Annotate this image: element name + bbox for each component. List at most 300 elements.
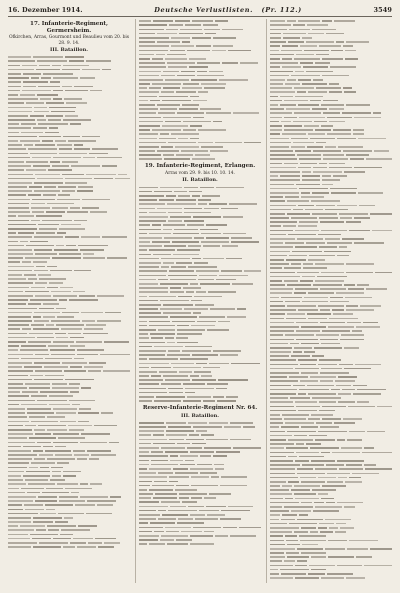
line-mark [294,112,321,114]
line-mark [182,350,210,352]
line-mark [56,245,64,247]
line-mark [191,476,210,478]
line-mark [201,434,214,436]
line-mark [223,527,237,529]
line-mark [295,150,310,152]
line-mark [300,477,317,479]
line-mark [168,388,182,390]
line-mark [270,301,283,303]
line-mark [190,375,199,377]
line-mark [68,140,96,142]
line-mark [139,333,148,335]
line-mark [270,242,283,244]
line-mark [8,328,20,330]
list-line [139,157,261,161]
line-mark [170,460,183,462]
line-mark [188,266,217,268]
line-mark [22,65,37,67]
line-mark [59,153,87,155]
line-mark [160,108,177,110]
line-mark [157,104,180,106]
line-mark [270,75,289,77]
line-mark [168,275,197,277]
line-mark [70,366,82,368]
line-mark [63,119,91,121]
line-mark [205,33,216,35]
line-mark [289,376,307,378]
line-mark [167,342,176,344]
line-mark [24,504,43,506]
line-mark [82,320,95,322]
section-heading: II. Bataillon. [182,177,218,184]
line-mark [64,370,87,372]
line-mark [61,328,82,330]
line-mark [197,464,213,466]
line-mark [290,343,299,345]
line-mark [171,45,194,47]
line-mark [65,90,88,92]
line-mark [163,117,190,119]
line-mark [28,483,55,485]
line-mark [8,517,31,519]
line-mark [32,199,54,201]
line-mark [8,354,33,356]
line-mark [188,245,201,247]
line-mark [180,464,195,466]
line-mark [30,115,44,117]
line-mark [32,538,51,540]
line-mark [195,518,218,520]
line-mark [314,502,324,504]
line-mark [63,546,75,548]
line-mark [157,208,183,210]
line-mark [8,437,27,439]
line-mark [139,258,159,260]
line-mark [326,464,344,466]
line-mark [206,224,227,226]
line-mark [31,207,50,209]
line-mark [139,514,160,516]
line-mark [185,24,201,26]
line-mark [73,538,93,540]
line-mark [27,408,51,410]
line-mark [167,62,194,64]
line-mark [81,433,109,435]
line-mark [320,221,343,223]
line-mark [315,263,344,265]
line-mark [139,125,160,127]
line-mark [157,33,177,35]
line-mark [168,426,191,428]
line-mark [360,305,381,307]
line-mark [318,527,328,529]
list-line [139,542,261,546]
line-mark [31,220,40,222]
line-mark [67,211,89,213]
line-mark [49,127,57,129]
line-mark [176,539,192,541]
line-mark [186,291,194,293]
line-mark [356,326,380,328]
line-mark [164,237,191,239]
line-mark [282,58,292,60]
line-mark [213,350,241,352]
line-mark [299,188,328,190]
line-mark [288,41,304,43]
line-mark [173,254,199,256]
line-mark [50,479,64,481]
line-mark [171,363,194,365]
line-mark [322,330,350,332]
line-mark [176,485,189,487]
line-mark [327,481,344,483]
line-mark [166,434,188,436]
line-mark [178,518,193,520]
line-mark [270,225,281,227]
line-mark [321,125,333,127]
line-mark [302,37,312,39]
line-mark [270,297,279,299]
line-mark [190,535,213,537]
line-mark [151,460,168,462]
line-mark [270,548,295,550]
line-mark [193,100,207,102]
line-mark [220,518,241,520]
line-mark [8,391,20,393]
line-mark [284,125,303,127]
line-mark [302,179,320,181]
line-mark [270,171,300,173]
line-mark [316,205,335,207]
line-mark [139,392,167,394]
line-mark [139,379,163,381]
line-mark [62,161,78,163]
line-mark [74,270,91,272]
line-mark [359,205,375,207]
line-mark [156,396,185,398]
line-mark [301,192,310,194]
line-mark [196,45,211,47]
line-mark [78,245,108,247]
line-mark [139,510,156,512]
line-mark [38,224,59,226]
line-mark [8,270,32,272]
line-mark [8,123,19,125]
line-mark [316,87,341,89]
line-mark [343,87,352,89]
line-mark [23,81,47,83]
line-mark [45,375,64,377]
line-mark [340,217,352,219]
line-mark [160,133,169,135]
line-mark [327,117,352,119]
line-mark [270,37,281,39]
line-mark [366,288,387,290]
line-mark [295,368,319,370]
line-mark [175,20,190,22]
line-mark [8,215,16,217]
line-mark [153,434,163,436]
line-mark [139,254,151,256]
line-mark [28,148,56,150]
line-mark [150,100,160,102]
line-mark [337,205,358,207]
line-mark [139,279,156,281]
line-mark [312,489,336,491]
line-mark [46,509,56,511]
line-mark [198,129,226,131]
line-mark [139,472,156,474]
line-mark [23,73,40,75]
line-mark [176,199,196,201]
line-mark [139,316,168,318]
line-mark [139,220,166,222]
line-mark [60,421,77,423]
line-mark [270,393,296,395]
line-mark [354,217,370,219]
line-mark [318,431,347,433]
line-mark [325,209,348,211]
line-mark [177,443,190,445]
line-mark [66,102,87,104]
line-mark [270,506,282,508]
line-mark [158,279,168,281]
line-mark [270,309,296,311]
line-mark [216,279,236,281]
line-mark [215,20,227,22]
line-mark [161,258,189,260]
line-mark [353,129,364,131]
line-mark [294,493,316,495]
line-mark [151,451,162,453]
line-mark [370,548,392,550]
line-mark [321,498,334,500]
line-mark [331,50,343,52]
line-mark [152,241,169,243]
line-mark [270,133,280,135]
line-mark [139,275,166,277]
line-mark [139,497,151,499]
line-mark [139,291,168,293]
line-mark [68,425,91,427]
line-mark [158,112,175,114]
line-mark [139,383,159,385]
line-mark [270,401,293,403]
line-mark [301,481,325,483]
line-mark [270,142,291,144]
line-mark [94,425,117,427]
line-mark [298,309,319,311]
line-mark [8,366,22,368]
line-mark [316,54,330,56]
line-mark [338,477,347,479]
line-mark [43,194,56,196]
line-mark [303,66,328,68]
line-mark [270,83,283,85]
line-mark [29,467,38,469]
line-mark [192,443,205,445]
header-issue: (Pr. 112.) [261,6,302,14]
line-mark [270,313,285,315]
line-mark [346,272,374,274]
line-mark [338,376,357,378]
line-mark [270,117,282,119]
line-mark [139,455,168,457]
line-mark [221,208,238,210]
line-mark [303,263,314,265]
line-mark [294,87,314,89]
line-mark [172,321,195,323]
line-mark [270,359,296,361]
line-mark [293,351,302,353]
line-mark [8,207,29,209]
line-mark [8,127,31,129]
line-mark [139,283,158,285]
line-mark [208,291,236,293]
line-mark [270,531,292,533]
line-mark [22,328,30,330]
line-mark [8,291,23,293]
line-mark [179,371,192,373]
line-mark [159,199,174,201]
line-mark [74,86,93,88]
line-mark [39,228,58,230]
line-mark [349,540,378,542]
line-mark [309,565,335,567]
line-mark [163,71,179,73]
line-mark [346,104,369,106]
line-mark [327,133,351,135]
line-mark [59,500,84,502]
line-mark [79,408,91,410]
line-mark [21,358,43,360]
line-mark [287,556,309,558]
line-mark [291,217,317,219]
line-mark [52,65,60,67]
line-mark [320,309,330,311]
line-mark [53,408,77,410]
line-mark [97,320,121,322]
line-mark [45,358,72,360]
line-mark [270,569,278,571]
line-mark [139,199,157,201]
line-mark [51,320,80,322]
line-mark [8,412,25,414]
line-mark [103,370,130,372]
line-mark [160,187,182,189]
line-mark [139,346,152,348]
line-mark [298,205,314,207]
line-mark [40,391,69,393]
line-mark [295,288,318,290]
line-mark [56,308,65,310]
line-mark [8,446,21,448]
line-mark [82,69,99,71]
line-mark [52,207,68,209]
line-mark [158,510,166,512]
line-mark [322,184,334,186]
line-mark [270,514,280,516]
line-mark [322,75,348,77]
line-mark [223,233,247,235]
line-mark [31,287,44,289]
line-mark [88,542,102,544]
line-mark [18,215,34,217]
line-mark [312,108,327,110]
line-mark [43,446,54,448]
line-mark [198,203,208,205]
line-mark [31,421,57,423]
casualty-list [8,55,130,549]
line-mark [244,270,261,272]
line-mark [198,142,214,144]
line-mark [346,577,365,579]
line-mark [165,527,191,529]
line-mark [179,497,189,499]
line-mark [270,280,282,282]
line-mark [139,237,162,239]
line-mark [201,375,212,377]
line-mark [149,358,177,360]
line-mark [270,389,297,391]
line-mark [169,481,178,483]
line-mark [314,121,327,123]
line-mark [57,144,73,146]
line-mark [8,98,38,100]
line-mark [345,58,358,60]
line-mark [8,295,33,297]
line-mark [83,333,108,335]
page-header [8,4,392,16]
line-mark [149,468,171,470]
line-mark [307,385,334,387]
line-mark [170,287,181,289]
line-mark [287,305,316,307]
line-mark [166,195,176,197]
line-mark [38,274,51,276]
line-mark [301,196,323,198]
line-mark [309,255,335,257]
line-mark [139,108,158,110]
line-mark [168,350,181,352]
line-mark [180,358,209,360]
line-mark [80,496,108,498]
line-mark [139,266,159,268]
line-mark [188,506,205,508]
line-mark [355,364,381,366]
line-mark [69,383,81,385]
line-mark [204,29,221,31]
line-mark [346,221,361,223]
line-mark [56,412,76,414]
line-mark [149,233,171,235]
header-page-number: 3549 [373,6,392,14]
line-mark [52,387,79,389]
line-mark [139,422,164,424]
line-mark [70,345,85,347]
line-mark [295,401,317,403]
line-mark [190,514,205,516]
line-mark [182,501,197,503]
line-mark [8,521,31,523]
line-mark [152,224,161,226]
line-mark [118,174,127,176]
line-mark [169,476,188,478]
line-mark [34,182,63,184]
line-mark [270,540,284,542]
line-mark [46,211,64,213]
line-mark [62,362,88,364]
